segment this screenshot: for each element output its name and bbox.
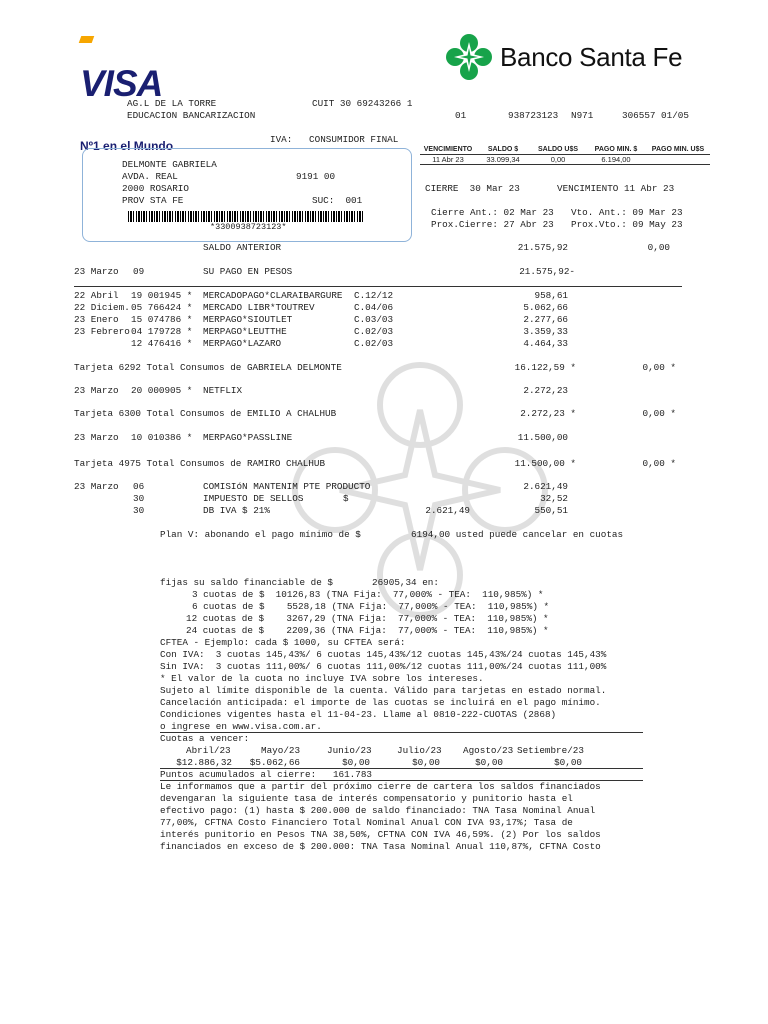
- summary-value: 6.194,00: [586, 155, 646, 165]
- cuotas-month: Junio/23: [327, 745, 372, 756]
- movement-amount: 21.575,92-: [519, 266, 575, 277]
- plan-fijas: fijas su saldo financiable de $ 26905,34 en:: [160, 577, 439, 588]
- summary-header: VENCIMIENTO: [420, 145, 476, 155]
- customer-name: DELMONTE GABRIELA: [122, 159, 217, 170]
- movement-desc: MERPAGO*LEUTTHE: [203, 326, 287, 337]
- cuotas-amount: $0,00: [475, 757, 503, 768]
- info-line: devengaran la siguiente tasa de interés compensatorio y punitorio hasta el: [160, 793, 573, 804]
- movement-ref: 20 000905 *: [131, 385, 193, 396]
- card-total-label: Tarjeta 4975 Total Consumos de RAMIRO CHALHUB: [74, 458, 326, 469]
- movement-cuota: C.12/12: [354, 290, 394, 301]
- movement-desc: MERCADOPAGO*CLARAIBARGURE: [203, 290, 343, 301]
- cuotas-amount: $5.062,66: [249, 757, 300, 768]
- movement-date: 23 Febrero: [74, 326, 130, 337]
- iva-condition: IVA: CONSUMIDOR FINAL: [270, 134, 399, 145]
- movement-desc: MERPAGO*LAZARO: [203, 338, 282, 349]
- movement-ref: 19 001945 *: [131, 290, 193, 301]
- movement-amount: 21.575,92: [517, 242, 568, 253]
- charge-date: 23 Marzo: [74, 481, 119, 492]
- proximo-cierre: Prox.Cierre: 27 Abr 23: [431, 219, 554, 230]
- visa-tagline: Nº1 en el Mundo: [80, 139, 174, 153]
- plan-note: * El valor de la cuota no incluye IVA sobre los intereses.: [160, 673, 484, 684]
- movement-desc: MERCADO LIBR*TOUTREV: [203, 302, 315, 313]
- plan-line: Plan V: abonando el pago mínimo de $ 6194,00 usted puede cancelar en cuotas: [160, 529, 624, 540]
- info-line: efectivo pago: (1) hasta $ 200.000 de saldo financiado: TNA Tasa Nominal Anual: [160, 805, 596, 816]
- cuotas-month: Julio/23: [397, 745, 442, 756]
- plan-cuota: 12 cuotas de $ 3267,29 (TNA Fija: 77,000% - TEA: 110,985%) *: [186, 613, 549, 624]
- charge-amount: 550,51: [534, 505, 568, 516]
- summary-value: 0,00: [530, 155, 586, 165]
- charge-ref: 30: [133, 493, 145, 504]
- movement-desc: SALDO ANTERIOR: [203, 242, 282, 253]
- movement-amount: 5.062,66: [523, 302, 568, 313]
- customer-street: AVDA. REAL: [122, 171, 178, 182]
- movement-date: 23 Marzo: [74, 266, 119, 277]
- info-line: interés punitorio en Pesos TNA 38,50%, CFTNA CON IVA 46,59%. (2) Por los saldos: [160, 829, 601, 840]
- plan-cuota: 24 cuotas de $ 2209,36 (TNA Fija: 77,000% - TEA: 110,985%) *: [186, 625, 549, 636]
- info-line: 77,00%, CFTNA Costo Financiero Total Nominal Anual CON IVA 93,17%; Tasa de: [160, 817, 573, 828]
- visa-wordmark: [80, 63, 173, 104]
- movement-amount: 4.464,33: [523, 338, 568, 349]
- info-line: financiados en exceso de $ 200.000: TNA Tasa Nominal Anual 110,87%, CFTNA Costo: [160, 841, 601, 852]
- charge-amount: 32,52: [540, 493, 568, 504]
- movement-usd: 0,00: [647, 242, 670, 253]
- movement-amount: 3.359,33: [523, 326, 568, 337]
- summary-header-row: [420, 145, 710, 155]
- card-total-amount: 2.272,23 *: [520, 408, 576, 419]
- info-line: Le informamos que a partir del próximo cierre de cartera los saldos financiados: [160, 781, 601, 792]
- card-total-usd: 0,00 *: [642, 408, 676, 419]
- card-total-amount: 11.500,00 *: [514, 458, 576, 469]
- branch-name: AG.L DE LA TORRE: [127, 98, 217, 109]
- movement-ref: 09: [133, 266, 145, 277]
- summary-header: PAGO MIN. U$S: [646, 145, 710, 155]
- cuotas-month: Setiembre/23: [517, 745, 584, 756]
- cierre-anterior: Cierre Ant.: 02 Mar 23: [431, 207, 554, 218]
- visa-word: VISA: [80, 63, 163, 104]
- movement-date: 23 Marzo: [74, 385, 119, 396]
- vencimiento-date: VENCIMIENTO 11 Abr 23: [557, 183, 675, 194]
- plan-note: Con IVA: 3 cuotas 145,43%/ 6 cuotas 145,43%/12 cuotas 145,43%/24 cuotas 145,43%: [160, 649, 607, 660]
- movement-ref: 15 074786 *: [131, 314, 193, 325]
- plan-note: Sin IVA: 3 cuotas 111,00%/ 6 cuotas 111,00%/12 cuotas 111,00%/24 cuotas 111,00%: [160, 661, 607, 672]
- movement-desc: SU PAGO EN PESOS: [203, 266, 293, 277]
- card-total-label: Tarjeta 6292 Total Consumos de GABRIELA DELMONTE: [74, 362, 342, 373]
- vencimiento-anterior: Vto. Ant.: 09 Mar 23: [571, 207, 683, 218]
- summary-header: PAGO MIN. $: [586, 145, 646, 155]
- plan-note: Sujeto al límite disponible de la cuenta. Válido para tarjetas en estado normal.: [160, 685, 607, 696]
- movement-ref: 05 766424 *: [131, 302, 193, 313]
- header-code-d: 306557 01/05: [622, 110, 689, 121]
- summary-header: SALDO $: [476, 145, 530, 155]
- card-total-usd: 0,00 *: [642, 362, 676, 373]
- plan-note: Condiciones vigentes hasta el 11-04-23. Llame al 0810-222-CUOTAS (2868): [160, 709, 557, 720]
- bank-name: Banco Santa Fe: [500, 41, 683, 72]
- separator: [74, 286, 682, 287]
- charge-currency: $: [343, 493, 349, 504]
- cuotas-amount: $0,00: [412, 757, 440, 768]
- branch-suc: SUC: 001: [312, 195, 363, 206]
- movement-desc: NETFLIX: [203, 385, 243, 396]
- card-total-amount: 16.122,59 *: [514, 362, 576, 373]
- plan-cuota: 6 cuotas de $ 5528,18 (TNA Fija: 77,000% - TEA: 110,985%) *: [192, 601, 550, 612]
- cuotas-month: Agosto/23: [463, 745, 514, 756]
- proximo-vencimiento: Prox.Vto.: 09 May 23: [571, 219, 683, 230]
- charge-ref: 06: [133, 481, 145, 492]
- bank-logo: [446, 34, 682, 80]
- cuotas-amount: $0,00: [554, 757, 582, 768]
- cuit: CUIT 30 69243266 1: [312, 98, 413, 109]
- plan-note: CFTEA - Ejemplo: cada $ 1000, su CFTEA será:: [160, 637, 406, 648]
- movement-cuota: C.02/03: [354, 338, 394, 349]
- plan-cuota: 3 cuotas de $ 10126,83 (TNA Fija: 77,000% - TEA: 110,985%) *: [192, 589, 544, 600]
- account-number: 938723123: [508, 110, 559, 121]
- banco-santa-fe-cross-icon: [446, 34, 492, 80]
- charge-desc: COMISIóN MANTENIM PTE PRODUCTO: [203, 481, 371, 492]
- charge-ref: 30: [133, 505, 145, 516]
- movement-date: 22 Abril: [74, 290, 119, 301]
- movement-ref: 10 010386 *: [131, 432, 193, 443]
- cuotas-amount: $0,00: [342, 757, 370, 768]
- movement-amount: 2.272,23: [523, 385, 568, 396]
- charge-desc: IMPUESTO DE SELLOS: [203, 493, 304, 504]
- cuotas-vencer-title: Cuotas a vencer:: [160, 733, 250, 744]
- movement-amount: 11.500,00: [517, 432, 568, 443]
- charge-amount: 2.621,49: [523, 481, 568, 492]
- summary-value-row: [420, 155, 710, 165]
- movement-date: 23 Enero: [74, 314, 119, 325]
- movement-date: 23 Marzo: [74, 432, 119, 443]
- summary-table: [420, 145, 710, 165]
- header-code-a: 01: [455, 110, 467, 121]
- barcode-text: *3300938723123*: [210, 222, 287, 232]
- cuotas-amount: $12.886,32: [176, 757, 232, 768]
- movement-cuota: C.03/03: [354, 314, 394, 325]
- movement-ref: 12 476416 *: [131, 338, 193, 349]
- puntos-acumulados: Puntos acumulados al cierre: 161.783: [160, 769, 373, 780]
- plan-note-link[interactable]: o ingrese en www.visa.com.ar.: [160, 721, 322, 732]
- movement-cuota: C.04/06: [354, 302, 394, 313]
- movement-desc: MERPAGO*SIOUTLET: [203, 314, 293, 325]
- summary-value: 11 Abr 23: [420, 155, 476, 165]
- cierre-date: CIERRE 30 Mar 23: [425, 183, 520, 194]
- movement-desc: MERPAGO*PASSLINE: [203, 432, 293, 443]
- customer-city: 2000 ROSARIO: [122, 183, 189, 194]
- movement-date: 22 Diciem.: [74, 302, 130, 313]
- customer-street-number: 9191 00: [296, 171, 336, 182]
- charge-desc: DB IVA $ 21%: [203, 505, 270, 516]
- customer-province: PROV STA FE: [122, 195, 184, 206]
- summary-value: [646, 155, 710, 165]
- card-total-usd: 0,00 *: [642, 458, 676, 469]
- header-code-c: N971: [571, 110, 594, 121]
- visa-accent-shape: [79, 36, 95, 43]
- summary-header: SALDO U$S: [530, 145, 586, 155]
- movement-amount: 2.277,66: [523, 314, 568, 325]
- plan-note: Cancelación anticipada: el importe de las cuotas se incluirá en el pago mínimo.: [160, 697, 601, 708]
- program-name: EDUCACION BANCARIZACION: [127, 110, 256, 121]
- card-total-label: Tarjeta 6300 Total Consumos de EMILIO A CHALHUB: [74, 408, 337, 419]
- charge-base: 2.621,49: [425, 505, 470, 516]
- summary-value: 33.099,34: [476, 155, 530, 165]
- movement-cuota: C.02/03: [354, 326, 394, 337]
- movement-amount: 958,61: [534, 290, 568, 301]
- cuotas-month: Abril/23: [186, 745, 231, 756]
- movement-ref: 04 179728 *: [131, 326, 193, 337]
- cuotas-month: Mayo/23: [261, 745, 301, 756]
